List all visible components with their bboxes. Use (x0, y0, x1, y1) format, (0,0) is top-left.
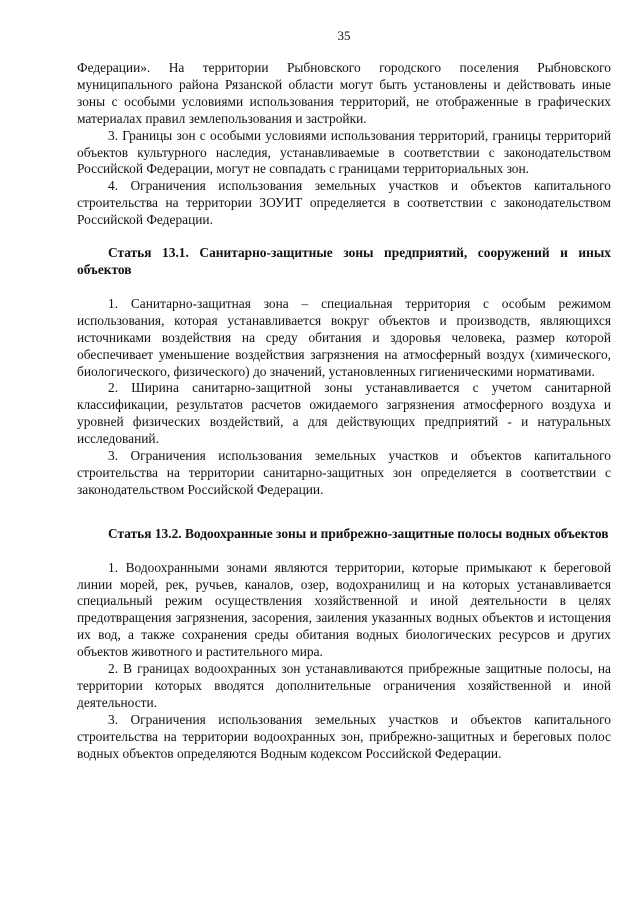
spacer (77, 229, 611, 245)
intro-paragraph-2: 3. Границы зон с особыми условиями использования территорий, границы территорий объектов культурного наследия, устанавливаемые в соответствии с законодательством Российской Федерации, могут не совпадать с границами территориальных зон. (77, 127, 611, 177)
intro-paragraph-3: 4. Ограничения использования земельных участков и объектов капитального строительства на территории ЗОУИТ определяется в соответствии с законодательством Российской Федерации. (77, 178, 611, 228)
article-13-2-heading: Статья 13.2. Водоохранные зоны и прибрежно-защитные полосы водных объектов (108, 525, 609, 541)
article-13-1-paragraph-1: 1. Санитарно-защитная зона – специальная территория с особым режимом использования, которая устанавливается вокруг объектов и производств, являющихся источниками воздействия на среду обитания и здоровья человека, размер которой обеспечивает уменьшение воздействия загрязнения на атмосферный воздух (химического, биологического, физического) до значений, установленных гигиеническими нормативами. (77, 295, 611, 379)
article-13-2-paragraph-2: 2. В границах водоохранных зон устанавливаются прибрежные защитные полосы, на территории которых вводятся дополнительные ограничения хозяйственной и иной деятельности. (77, 661, 611, 710)
spacer (77, 543, 611, 560)
article-13-1-paragraph-2: 2. Ширина санитарно-защитной зоны устанавливается с учетом санитарной классификации, результатов расчетов ожидаемого загрязнения атмосферного воздуха и уровней физических воздействий, а для действующих предприятий - и натуральных исследований. (77, 380, 611, 447)
spacer (77, 499, 611, 526)
article-13-1-heading: Статья 13.1. Санитарно-защитные зоны предприятий, сооружений и иных объектов (77, 245, 611, 277)
article-13-1-paragraph-3: 3. Ограничения использования земельных участков и объектов капитального строительства на территории санитарно-защитных зон определяется в соответствии с законодательством Российской Федерации. (77, 448, 611, 497)
page-number: 35 (337, 28, 351, 43)
spacer (77, 279, 611, 296)
article-13-2-paragraph-1: 1. Водоохранными зонами являются территории, которые примыкают к береговой линии морей, рек, ручьев, каналов, озер, водохранилищ и на которых устанавливается специальный режим осуществления хозяйственной и иной деятельности в целях предотвращения загрязнения, засорения, заиления указанных водных объектов и истощения их вод, а также сохранения среды обитания водных биологических ресурсов и других объектов животного и растительного мира. (77, 559, 611, 660)
intro-paragraph-1: Федерации». На территории Рыбновского городского поселения Рыбновского муниципального района Рязанской области могут быть установлены и действовать иные зоны с особыми условиями использования территорий, не отображенные в графических материалах правил землепользования и застройки. (77, 60, 611, 126)
article-13-2-paragraph-3: 3. Ограничения использования земельных участков и объектов капитального строительства на территории водоохранных зон, прибрежно-защитных и береговых полос водных объектов определяются Водным кодексом Российской Федерации. (77, 711, 611, 761)
document-page (77, 28, 611, 763)
